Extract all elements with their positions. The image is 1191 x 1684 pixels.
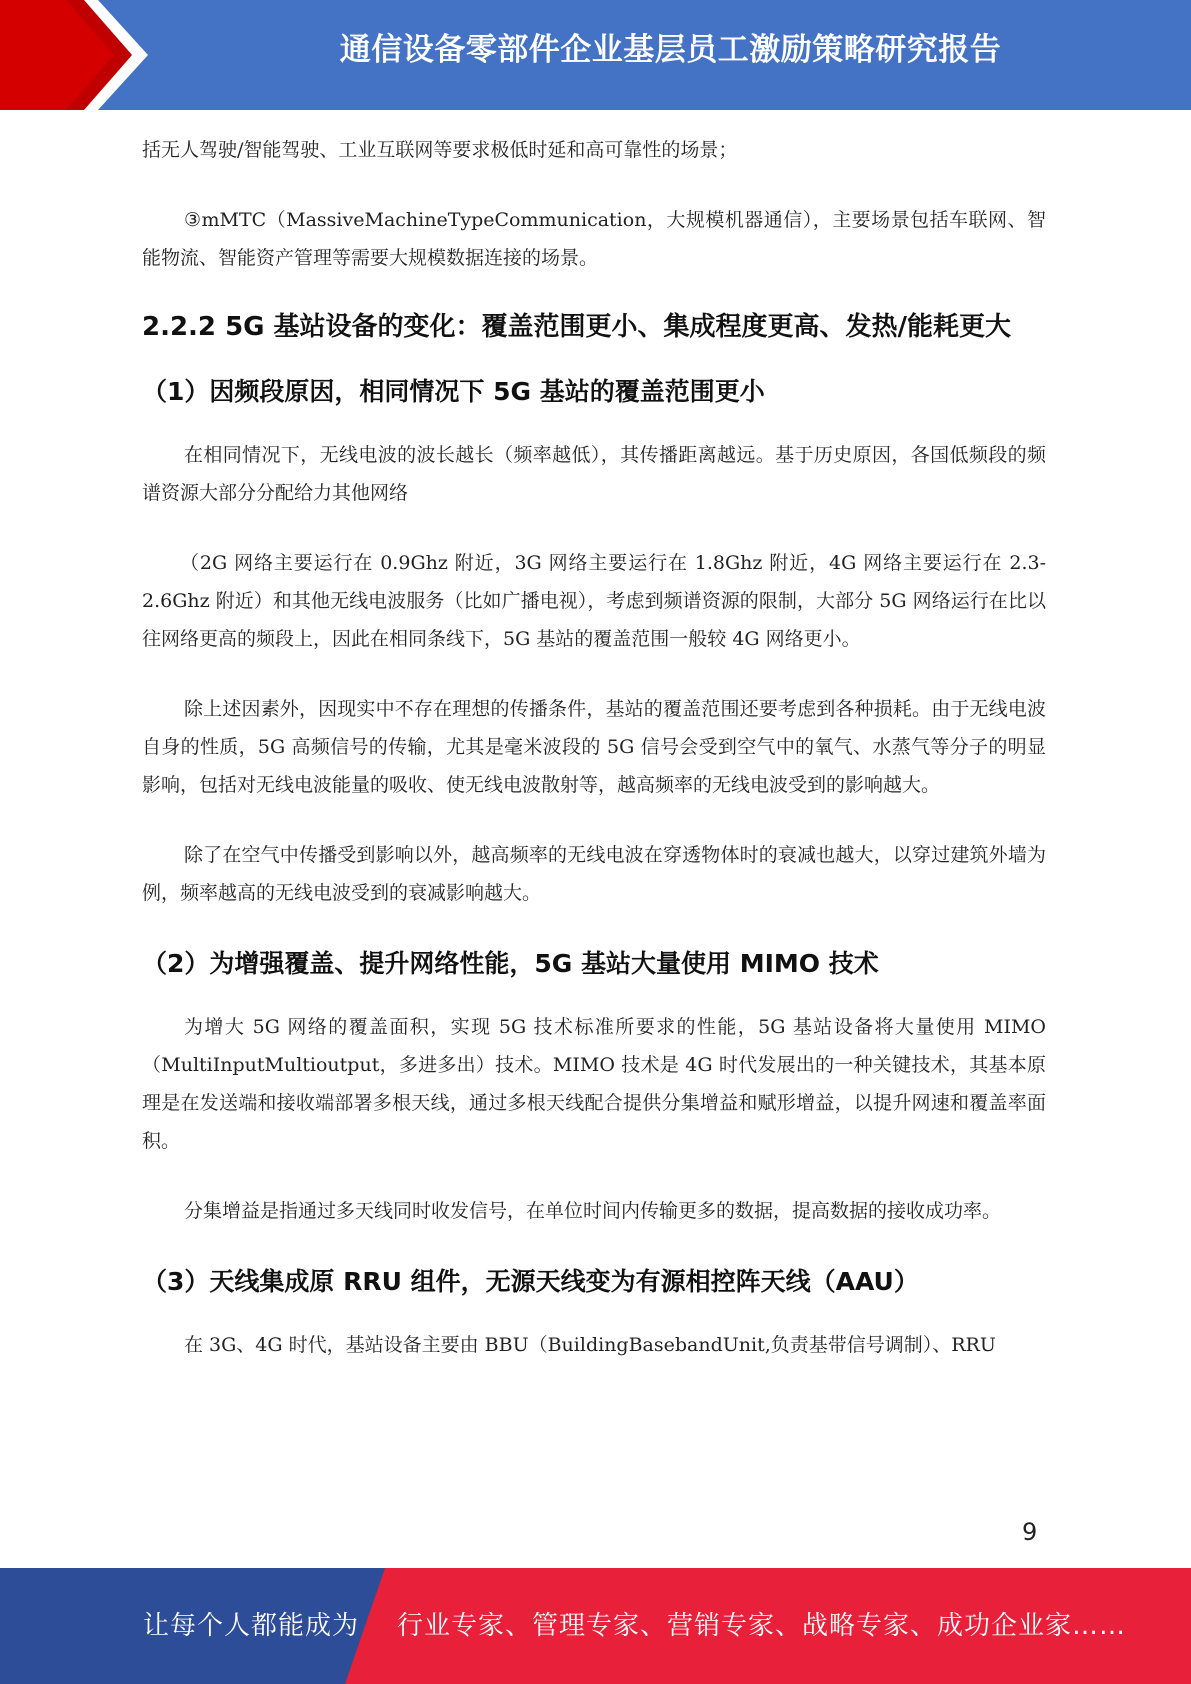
page-header <box>0 0 1191 110</box>
paragraph: 括无人驾驶/智能驾驶、工业互联网等要求极低时延和高可靠性的场景； <box>142 139 738 161</box>
document-body <box>142 131 1046 1396</box>
footer-slogan-left: 让每个人都能成为 <box>143 1611 360 1641</box>
paragraph: 为增大 5G 网络的覆盖面积，实现 5G 技术标准所要求的性能，5G 基站设备将大量使用 MIMO（MultiInputMultioutput，多进多出）技术。MIMO 技术是 4G 时代发展出的一种关键技术，其基本原理是在发送端和接收端部署多根天线，通过多根天线配合提供分集增益和赋形增益，以提升网速和覆盖率面积。 <box>142 1016 1046 1152</box>
paragraph: （2G 网络主要运行在 0.9Ghz 附近，3G 网络主要运行在 1.8Ghz 附近，4G 网络主要运行在 2.3-2.6Ghz 附近）和其他无线电波服务（比如广播电视），考虑到频谱资源的限制，大部分 5G 网络运行在比以往网络更高的频段上，因此在相同条线下，5G 基站的覆盖范围一般较 4G 网络更小。 <box>142 552 1046 650</box>
paragraph: 在 3G、4G 时代，基站设备主要由 BBU（BuildingBasebandUnit,负责基带信号调制）、RRU <box>184 1334 996 1356</box>
header-chevron-icon <box>0 0 150 110</box>
paragraph: 在相同情况下，无线电波的波长越长（频率越低），其传播距离越远。基于历史原因，各国低频段的频谱资源大部分分配给力其他网络 <box>142 444 1046 504</box>
page-footer <box>0 1568 1191 1684</box>
paragraph: 除了在空气中传播受到影响以外，越高频率的无线电波在穿透物体时的衰减也越大，以穿过建筑外墙为例，频率越高的无线电波受到的衰减影响越大。 <box>142 844 1046 904</box>
section-heading: 2.2.2 5G 基站设备的变化：覆盖范围更小、集成程度更高、发热/能耗更大 <box>142 312 1012 342</box>
subsection-heading: （1）因频段原因，相同情况下 5G 基站的覆盖范围更小 <box>142 377 765 406</box>
paragraph: 分集增益是指通过多天线同时收发信号，在单位时间内传输更多的数据，提高数据的接收成功率。 <box>184 1200 1002 1222</box>
subsection-heading: （2）为增强覆盖、提升网络性能，5G 基站大量使用 MIMO 技术 <box>142 949 879 978</box>
paragraph: 除上述因素外，因现实中不存在理想的传播条件，基站的覆盖范围还要考虑到各种损耗。由于无线电波自身的性质，5G 高频信号的传输，尤其是毫米波段的 5G 信号会受到空气中的氧气、水蒸气等分子的明显影响，包括对无线电波能量的吸收、使无线电波散射等，越高频率的无线电波受到的影响越大。 <box>142 698 1046 796</box>
subsection-heading: （3）天线集成原 RRU 组件，无源天线变为有源相控阵天线（AAU） <box>142 1267 919 1296</box>
report-title: 通信设备零部件企业基层员工激励策略研究报告 <box>339 32 1002 68</box>
footer-slogan-right: 行业专家、管理专家、营销专家、战略专家、成功企业家…… <box>397 1611 1127 1641</box>
page-number: 9 <box>1022 1518 1038 1546</box>
paragraph: ③mMTC（MassiveMachineTypeCommunication，大规模机器通信），主要场景包括车联网、智能物流、智能资产管理等需要大规模数据连接的场景。 <box>142 209 1046 269</box>
